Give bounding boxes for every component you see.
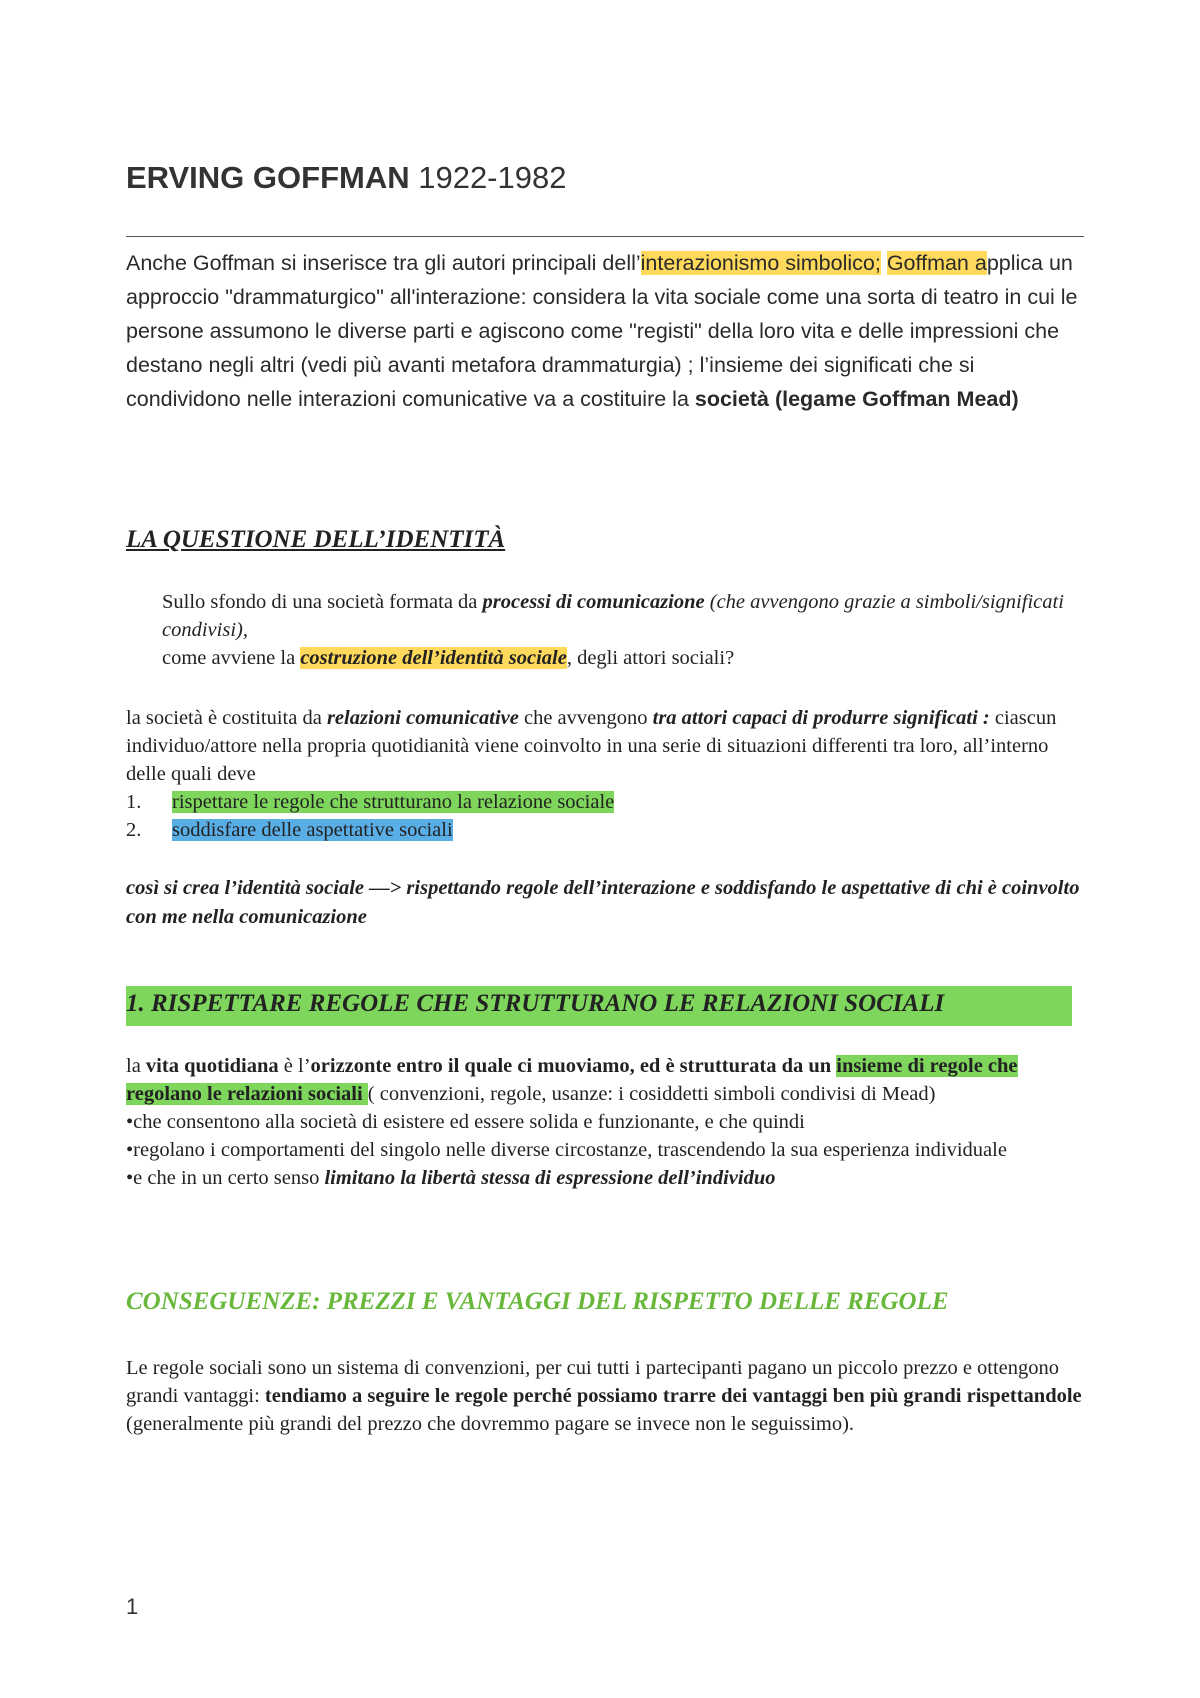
society-text: [126, 704, 1086, 788]
highlight-interazionismo: interazionismo simbolico;: [640, 251, 881, 275]
list-item-text: soddisfare delle aspettative sociali: [172, 819, 453, 841]
list-item: [126, 788, 1086, 816]
society-text-part: la società è costituita da: [126, 707, 327, 729]
society-text-part: ciascun individuo/attore nella propria quotidianità viene coinvolto in una serie di situazioni differenti tra loro, all’interno delle quali deve: [126, 707, 1057, 785]
heading-identita: LA QUESTIONE DELL’IDENTITÀ: [126, 526, 506, 553]
intro-text: [881, 251, 887, 275]
identity-conclusion: così si crea l’identità sociale —> rispettando regole dell’interazione e soddisfando le aspettative di chi è coinvolto con me nella comunicazione: [126, 877, 1080, 928]
heading-regole: 1. RISPETTARE REGOLE CHE STRUTTURANO LE RELAZIONI SOCIALI: [126, 990, 945, 1017]
society-paragraph: [126, 704, 1086, 844]
society-text-part: che avvengono: [518, 707, 653, 729]
highlight-costruzione: costruzione dell’identità sociale: [300, 647, 567, 669]
bullet-item: [126, 1164, 1086, 1192]
title-years: 1922-1982: [409, 160, 567, 195]
rules-text: è l’: [278, 1055, 311, 1077]
identity-list: [126, 788, 1086, 844]
bullet-text: •e che in un certo senso: [126, 1167, 325, 1189]
document-title: [126, 160, 566, 196]
consequences-paragraph: [126, 1354, 1086, 1438]
page-number: 1: [126, 1594, 139, 1619]
list-number: 1.: [126, 791, 142, 813]
list-item-text: rispettare le regole che strutturano la relazione sociale: [172, 791, 615, 813]
intro-paragraph: [126, 246, 1086, 416]
bullet-emphasis: limitano la libertà stessa di espressione dell’individuo: [324, 1167, 776, 1189]
intro-text: Anche Goffman si inserisce tra gli autori principali dell’: [126, 251, 641, 275]
question-text: come avviene la: [162, 647, 301, 669]
question-italic: (che avvengono grazie a simboli/significati condivisi),: [162, 591, 1064, 641]
heading-regole-highlight: [126, 986, 1072, 1026]
highlight-insieme-regole: insieme di regole che regolano le relazioni sociali: [126, 1055, 1018, 1105]
heading-conseguenze: CONSEGUENZE: PREZZI E VANTAGGI DEL RISPETTO DELLE REGOLE: [126, 1288, 949, 1315]
rules-intro: [126, 1052, 1086, 1108]
question-text: , degli attori sociali?: [566, 647, 735, 669]
conseq-text: Le regole sociali sono un sistema di convenzioni, per cui tutti i partecipanti pagano un piccolo prezzo e ottengono grandi vantaggi:: [126, 1357, 1060, 1407]
title-divider: [126, 236, 1084, 237]
intro-bold-societa: società (legame Goffman Mead): [694, 387, 1019, 411]
question-emphasis: processi di comunicazione: [482, 591, 705, 613]
highlight-goffman: Goffman a: [886, 251, 987, 275]
title-name: ERVING GOFFMAN: [126, 160, 410, 195]
rules-text: ( convenzioni, regole, usanze: i cosiddetti simboli condivisi di Mead): [367, 1083, 936, 1105]
society-emphasis: tra attori capaci di produrre significati :: [652, 707, 990, 729]
question-text: Sullo sfondo di una società formata da: [162, 591, 483, 613]
bullet-item: •che consentono alla società di esistere ed essere solida e funzionante, e che quindi: [126, 1111, 805, 1133]
intro-text: pplica un approccio "drammaturgico" all'interazione: considera la vita sociale come una sorta di teatro in cui le persone assumono le diverse parti e agiscono come "registi" della loro vita e delle impressioni che destano negli altri (vedi più avanti metafora drammaturgia) ; l’insieme dei significati che si condividono nelle interazioni comunicative va a costituire la: [126, 251, 1078, 411]
society-emphasis: relazioni comunicative: [326, 707, 519, 729]
identity-question: [162, 588, 1082, 672]
rules-bold: orizzonte entro il quale ci muoviamo, ed è strutturata da un: [310, 1055, 837, 1077]
list-item: [126, 816, 1086, 844]
rules-paragraph: [126, 1052, 1086, 1192]
rules-bold: vita quotidiana: [145, 1055, 279, 1077]
bullet-item: •regolano i comportamenti del singolo nelle diverse circostanze, trascendendo la sua esperienza individuale: [126, 1139, 1007, 1161]
list-number: 2.: [126, 819, 142, 841]
conseq-text: (generalmente più grandi del prezzo che dovremmo pagare se invece non le seguissimo).: [126, 1413, 855, 1435]
conseq-bold: tendiamo a seguire le regole perché possiamo trarre dei vantaggi ben più grandi rispettandole: [264, 1385, 1082, 1407]
rules-text: la: [126, 1055, 146, 1077]
